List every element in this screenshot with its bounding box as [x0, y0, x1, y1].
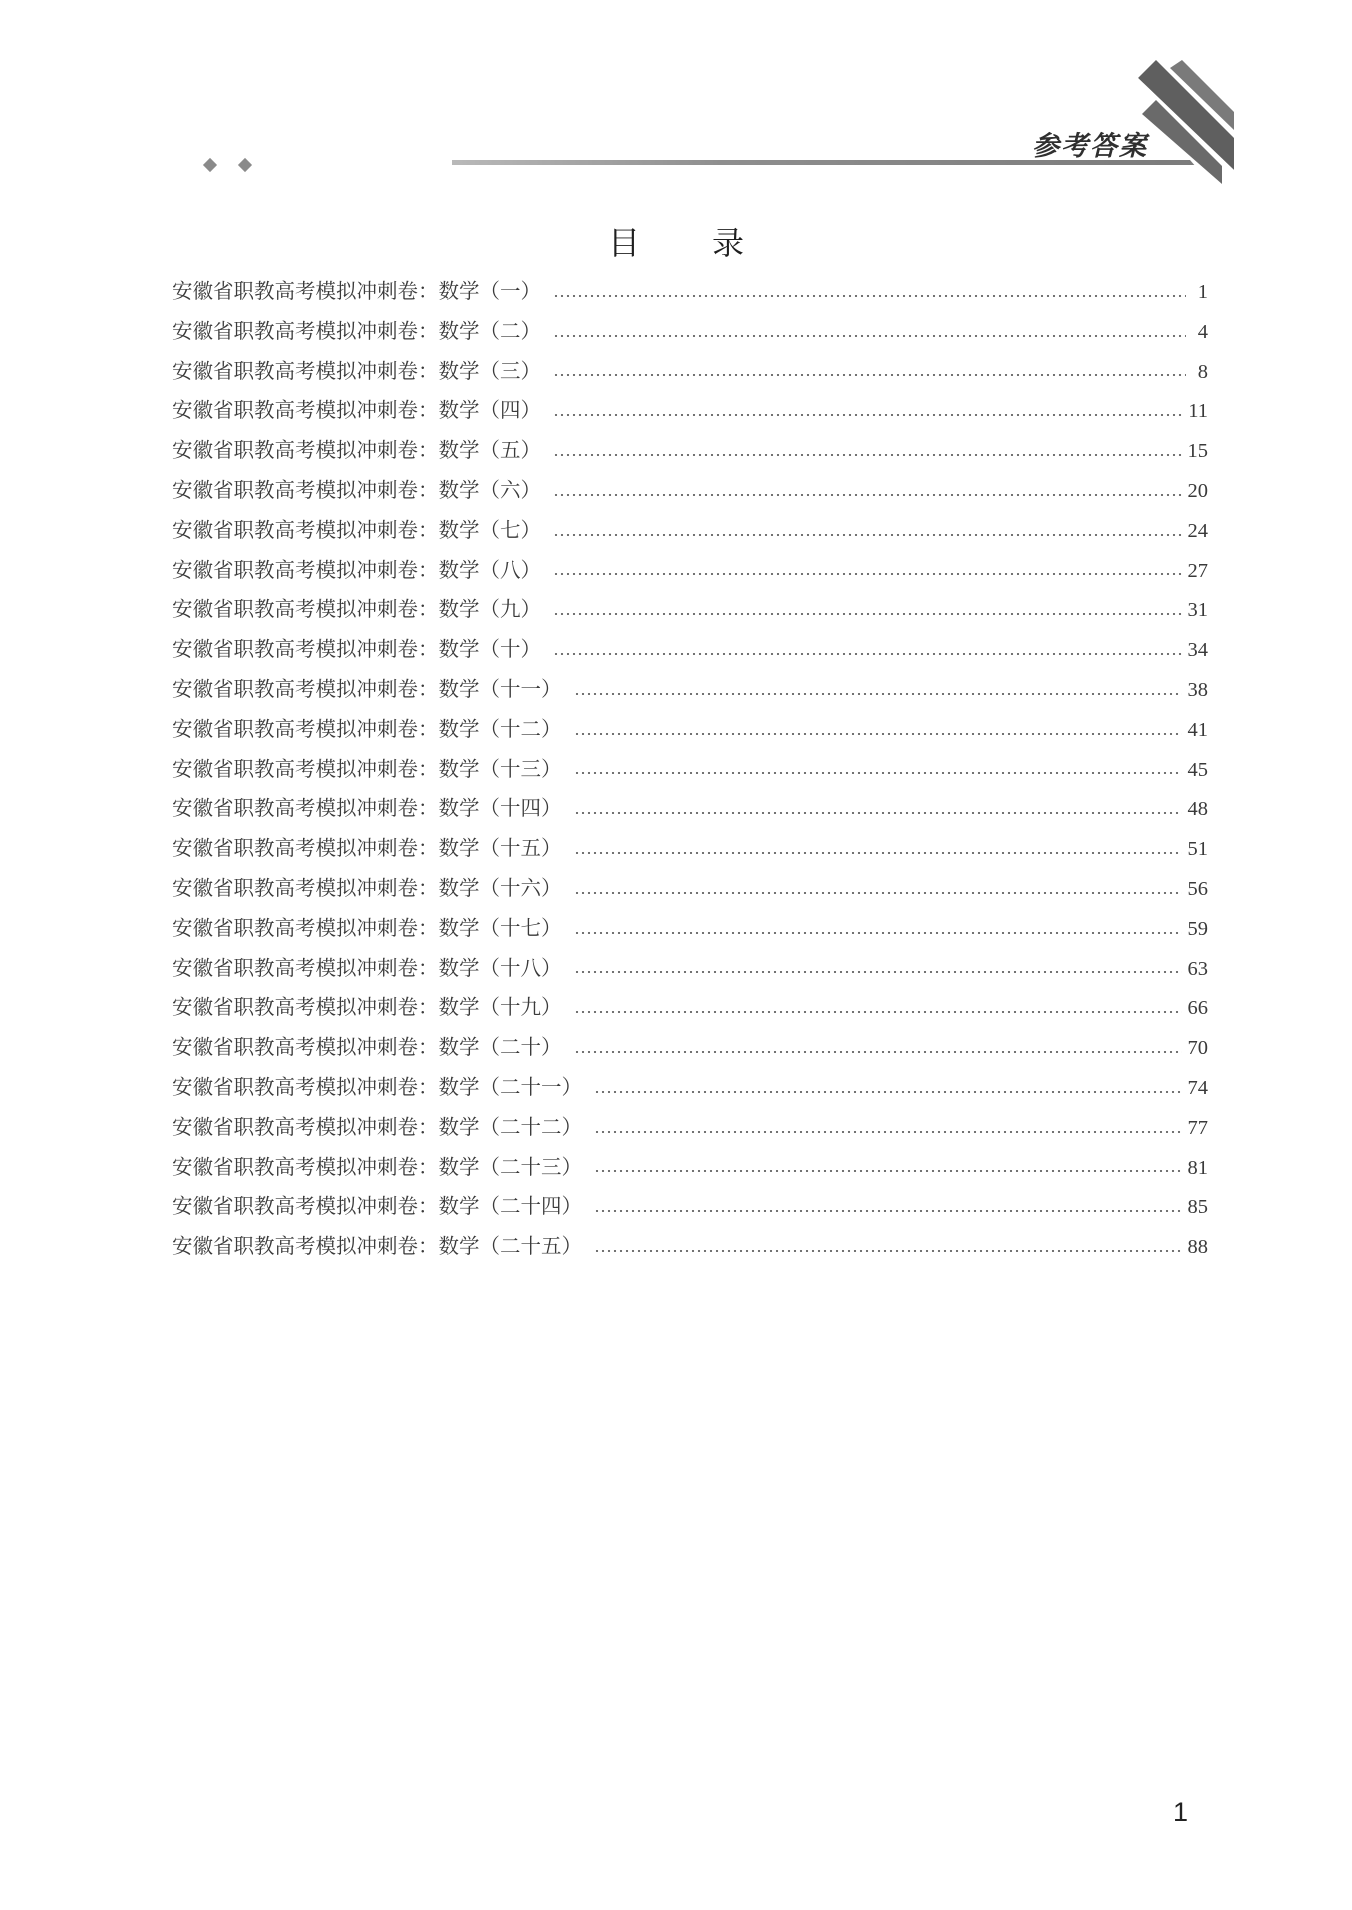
- toc-entry-label: 安徽省职教高考模拟冲刺卷：数学（二十三）: [172, 1154, 582, 1179]
- toc-entry[interactable]: [172, 393, 1208, 433]
- toc-entry[interactable]: [172, 791, 1208, 831]
- page-title: 目 录: [607, 224, 764, 262]
- dot-leader: [553, 414, 1182, 416]
- dot-leader: [553, 374, 1186, 376]
- toc-entry[interactable]: [172, 1229, 1208, 1269]
- dot-leader: [553, 534, 1182, 536]
- toc-entry-label: 安徽省职教高考模拟冲刺卷：数学（六）: [172, 477, 541, 502]
- toc-entry-page: 59: [1187, 917, 1208, 940]
- toc-entry[interactable]: [172, 274, 1208, 314]
- toc-entry-label: 安徽省职教高考模拟冲刺卷：数学（十四）: [172, 796, 562, 821]
- dot-leader: [553, 335, 1186, 337]
- toc-entry-label: 安徽省职教高考模拟冲刺卷：数学（十六）: [172, 875, 562, 900]
- toc-entry-page: 38: [1187, 678, 1208, 701]
- toc-entry[interactable]: [172, 831, 1208, 871]
- toc-entry-label: 安徽省职教高考模拟冲刺卷：数学（五）: [172, 438, 541, 463]
- toc-entry-label: 安徽省职教高考模拟冲刺卷：数学（二）: [172, 318, 541, 343]
- dot-leader: [553, 454, 1182, 456]
- toc-entry-label: 安徽省职教高考模拟冲刺卷：数学（十七）: [172, 915, 562, 940]
- toc-entry-label: 安徽省职教高考模拟冲刺卷：数学（十一）: [172, 676, 562, 701]
- dot-leader: [574, 812, 1182, 814]
- toc-entry-page: 85: [1187, 1196, 1208, 1219]
- toc-entry-label: 安徽省职教高考模拟冲刺卷：数学（七）: [172, 517, 541, 542]
- toc-entry-page: 4: [1197, 320, 1208, 343]
- header-label: 参考答案: [1032, 131, 1148, 162]
- toc-entry-page: 70: [1187, 1037, 1208, 1060]
- toc-entry[interactable]: [172, 473, 1208, 513]
- dot-leader: [553, 613, 1182, 615]
- dot-leader: [574, 852, 1182, 854]
- toc-entry[interactable]: [172, 712, 1208, 752]
- dot-leader: [553, 494, 1182, 496]
- toc-entry-page: 77: [1187, 1116, 1208, 1139]
- page-number: 1: [1173, 1797, 1189, 1827]
- toc-entry-label: 安徽省职教高考模拟冲刺卷：数学（四）: [172, 398, 541, 423]
- toc-entry-page: 66: [1187, 997, 1208, 1020]
- toc-entry-page: 24: [1187, 519, 1208, 542]
- toc-entry-page: 8: [1197, 360, 1208, 383]
- toc-entry[interactable]: [172, 314, 1208, 354]
- toc-entry-page: 1: [1197, 281, 1208, 303]
- toc-entry-label: 安徽省职教高考模拟冲刺卷：数学（八）: [172, 557, 541, 582]
- toc-entry-page: 11: [1188, 400, 1208, 423]
- toc-entry-label: 安徽省职教高考模拟冲刺卷：数学（二十一）: [172, 1074, 582, 1099]
- diamond-icon: [238, 158, 252, 172]
- dot-leader: [594, 1250, 1182, 1252]
- toc-entry[interactable]: [172, 990, 1208, 1030]
- toc-entry-label: 安徽省职教高考模拟冲刺卷：数学（二十二）: [172, 1114, 582, 1139]
- toc-entry-page: 20: [1187, 479, 1208, 502]
- toc-entry[interactable]: [172, 1110, 1208, 1150]
- dot-leader: [574, 772, 1182, 774]
- toc-entry-label: 安徽省职教高考模拟冲刺卷：数学（九）: [172, 597, 541, 622]
- toc-entry-page: 15: [1187, 440, 1208, 463]
- toc-entry-label: 安徽省职教高考模拟冲刺卷：数学（二十）: [172, 1035, 562, 1060]
- dot-leader: [594, 1091, 1182, 1093]
- toc-entry-page: 74: [1187, 1076, 1208, 1099]
- toc-entry[interactable]: [172, 1070, 1208, 1110]
- toc-entry-label: 安徽省职教高考模拟冲刺卷：数学（十八）: [172, 955, 562, 980]
- toc-entry-label: 安徽省职教高考模拟冲刺卷：数学（二十五）: [172, 1234, 582, 1259]
- toc-entry-page: 31: [1187, 599, 1208, 622]
- toc-entry-label: 安徽省职教高考模拟冲刺卷：数学（三）: [172, 358, 541, 383]
- dot-leader: [574, 892, 1182, 894]
- toc-entry[interactable]: [172, 951, 1208, 991]
- toc-entry[interactable]: [172, 553, 1208, 593]
- dot-leader: [553, 653, 1182, 655]
- diamond-icon: [203, 158, 217, 172]
- chevron-stripes-icon: [1138, 60, 1234, 190]
- toc-entry-page: 45: [1187, 758, 1208, 781]
- toc-entry-label: 安徽省职教高考模拟冲刺卷：数学（十九）: [172, 995, 562, 1020]
- toc-entry-label: 安徽省职教高考模拟冲刺卷：数学（十五）: [172, 836, 562, 861]
- toc-entry[interactable]: [172, 1189, 1208, 1229]
- toc-entry[interactable]: [172, 1030, 1208, 1070]
- toc-entry[interactable]: [172, 672, 1208, 712]
- toc-entry-page: 51: [1187, 838, 1208, 861]
- toc-entry-label: 安徽省职教高考模拟冲刺卷：数学（二十四）: [172, 1194, 582, 1219]
- toc-entry-page: 27: [1187, 559, 1208, 582]
- toc-entry[interactable]: [172, 592, 1208, 632]
- toc-entry-page: 56: [1187, 877, 1208, 900]
- toc-entry-label: 安徽省职教高考模拟冲刺卷：数学（十三）: [172, 756, 562, 781]
- toc-entry-page: 41: [1187, 718, 1208, 741]
- dot-leader: [594, 1210, 1182, 1212]
- dot-leader: [594, 1170, 1182, 1172]
- dot-leader: [594, 1131, 1182, 1133]
- toc-entry-page: 34: [1187, 639, 1208, 662]
- dot-leader: [574, 1011, 1182, 1013]
- toc-entry[interactable]: [172, 1150, 1208, 1190]
- toc-entry-page: 88: [1187, 1236, 1208, 1259]
- toc-entry[interactable]: [172, 433, 1208, 473]
- dot-leader: [574, 693, 1182, 695]
- toc-entry-page: 48: [1187, 798, 1208, 821]
- toc-entry-label: 安徽省职教高考模拟冲刺卷：数学（一）: [172, 279, 541, 303]
- toc-entry-page: 63: [1187, 957, 1208, 980]
- dot-leader: [574, 733, 1182, 735]
- toc-entry-label: 安徽省职教高考模拟冲刺卷：数学（十二）: [172, 716, 562, 741]
- dot-leader: [574, 971, 1182, 973]
- toc-entry[interactable]: [172, 354, 1208, 394]
- toc-entry[interactable]: [172, 632, 1208, 672]
- table-of-contents: [172, 274, 1208, 1269]
- dot-leader: [553, 573, 1182, 575]
- dot-leader: [553, 295, 1186, 297]
- toc-entry-label: 安徽省职教高考模拟冲刺卷：数学（十）: [172, 637, 541, 662]
- toc-entry[interactable]: [172, 752, 1208, 792]
- toc-entry[interactable]: [172, 871, 1208, 911]
- toc-entry-page: 81: [1187, 1156, 1208, 1179]
- dot-leader: [574, 932, 1182, 934]
- toc-entry[interactable]: [172, 911, 1208, 951]
- dot-leader: [574, 1051, 1182, 1053]
- toc-entry[interactable]: [172, 513, 1208, 553]
